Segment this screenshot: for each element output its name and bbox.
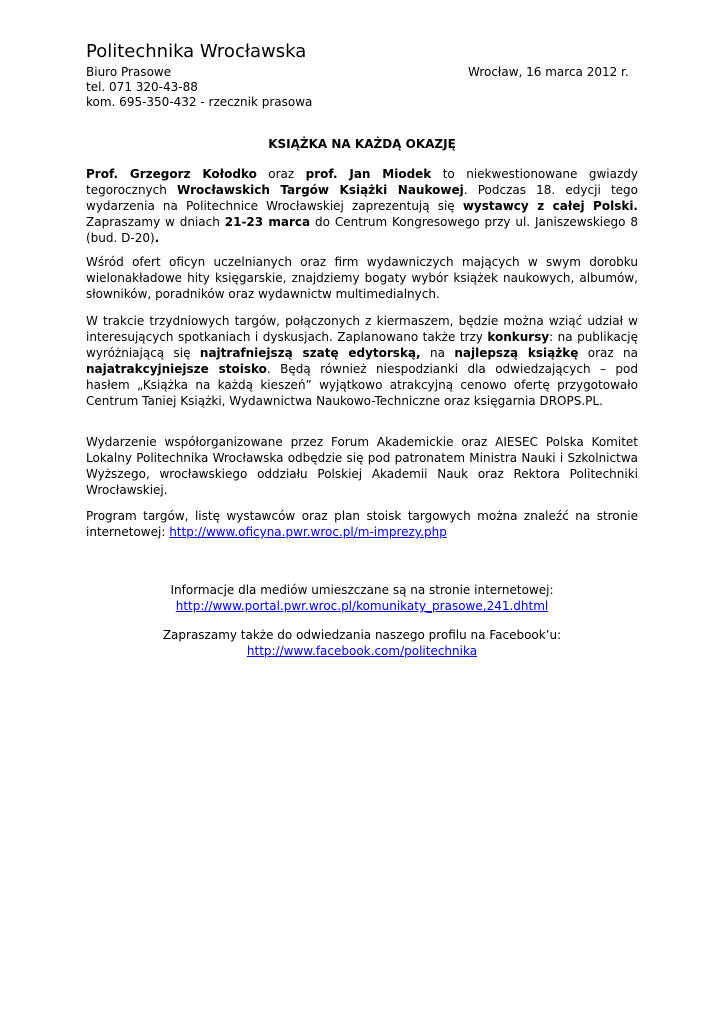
paragraph-offers: Wśród ofert oficyn uczelnianych oraz firm wydawniczych mających w swym dorobku wielonakładowe hity księgarskie, znajdziemy bogaty wybór książek naukowych, albumów, słowników, poradników oraz wydawnictw multimedialnych. (86, 255, 638, 301)
text-span: . Podczas 18. edycji tego wydarzenia na Politechnice Wrocławskiej zaprezentują się (86, 183, 638, 213)
event-dates: 21-23 marca (224, 215, 311, 229)
text-span: . (154, 231, 160, 245)
organization-name: Politechnika Wrocławska (86, 41, 307, 62)
media-info-text: Informacje dla mediów umieszczane są na stronie internetowej: (170, 583, 554, 597)
exhibitors-highlight: wystawcy z całej Polski. (462, 199, 638, 213)
text-span: oraz (256, 167, 306, 181)
department-name: Biuro Prasowe (86, 65, 172, 79)
release-title: KSIĄŻKA NA KAŻDĄ OKAZJĘ (268, 137, 456, 151)
paragraph-program (86, 313, 638, 409)
paragraph-program-link (86, 508, 638, 540)
contest-best-stand: najatrakcyjniejsze stoisko (86, 362, 267, 376)
contact-block (86, 65, 312, 110)
text-span: Zapraszamy w dniach (86, 215, 225, 229)
oficyna-link[interactable]: http://www.oficyna.pwr.wroc.pl/m-imprezy.php (169, 525, 447, 539)
text-span: : na publikację wyróżniającą się (86, 330, 638, 360)
portal-link[interactable]: http://www.portal.pwr.wroc.pl/komunikaty_prasowe,241.dhtml (175, 599, 549, 613)
facebook-link[interactable]: http://www.facebook.com/politechnika (246, 644, 478, 658)
phone-number: tel. 071 320-43-88 (86, 80, 198, 94)
text-span: W trakcie trzydniowych targów, połączonych z kiermaszem, będzie można wziąć udział w interesujących spotkaniach i dyskusjach. Zaplanowano także trzy (86, 314, 638, 344)
event-name: Wrocławskich Targów Książki Naukowej (177, 183, 464, 197)
release-date: Wrocław, 16 marca 2012 r. (468, 65, 629, 79)
text-span: do Centrum Kongresowego przy ul. Janiszewskiego 8 (bud. D-20) (86, 215, 638, 245)
paragraph-organizers: Wydarzenie współorganizowane przez Forum Akademickie oraz AIESEC Polska Komitet Lokalny Politechnika Wrocławska odbędzie się pod patronatem Ministra Nauki i Szkolnictwa Wyższego, wrocławskiego oddziału Polskiej Akademii Nauk oraz Rektora Politechniki Wrocławskiej. (86, 435, 638, 497)
name-miodek: prof. Jan Miodek (305, 167, 432, 181)
contest-editorial: najtrafniejszą szatę edytorską, (199, 346, 421, 360)
text-span: oraz na (578, 346, 639, 360)
text-span: . Będą również niespodzianki dla odwiedzających – pod hasłem „Książka na każdą kieszeń” wyjątkowo atrakcyjną cenowo ofertę przygotowało Centrum Taniej Książki, Wydawnictwa Naukowo-Techniczne oraz księgarnia DROPS.PL. (86, 362, 639, 408)
contest-best-book: najlepszą książkę (454, 346, 579, 360)
media-info (86, 582, 638, 614)
text-span: Program targów, listę wystawców oraz plan stoisk targowych można znaleźć na stronie internetowej: (86, 509, 638, 539)
paragraph-intro (86, 166, 638, 246)
text-span: to niekwestionowane gwiazdy tegorocznych (86, 167, 638, 197)
text-span: na (420, 346, 455, 360)
facebook-info (86, 627, 638, 659)
facebook-info-text: Zapraszamy także do odwiedzania naszego profilu na Facebook’u: (162, 628, 562, 642)
contests-highlight: konkursy (487, 330, 550, 344)
name-kolodko: Prof. Grzegorz Kołodko (86, 167, 257, 181)
mobile-number: kom. 695-350-432 - rzecznik prasowa (86, 95, 313, 109)
